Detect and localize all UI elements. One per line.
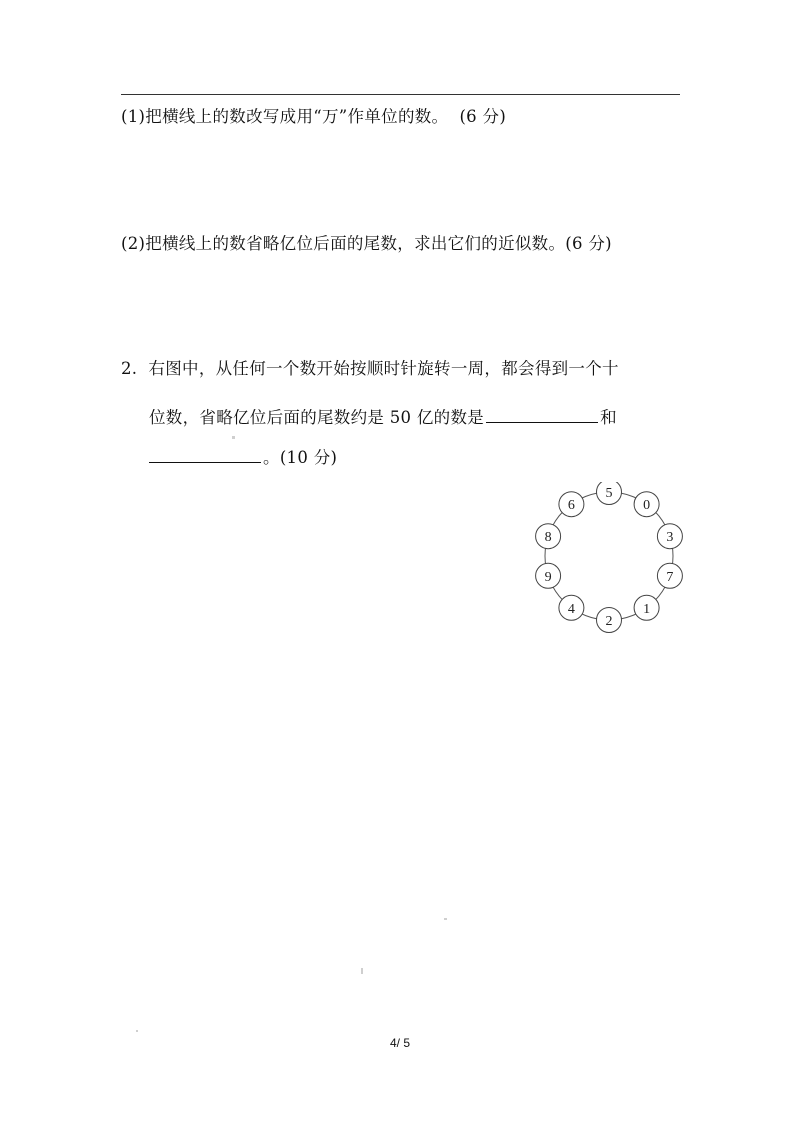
digit-label: 4 xyxy=(567,601,575,617)
digit-label: 7 xyxy=(666,569,674,585)
scan-speck xyxy=(361,968,363,974)
question-number: 2. xyxy=(121,359,138,378)
digit-node xyxy=(597,608,622,633)
answer-blank-2[interactable] xyxy=(149,444,261,463)
question-2-line-3 xyxy=(149,444,337,469)
digit-node xyxy=(657,524,682,549)
digit-node xyxy=(657,563,682,588)
question-score: (6 分) xyxy=(459,107,507,126)
digit-label: 1 xyxy=(643,601,651,617)
digit-label: 8 xyxy=(544,530,552,546)
question-text: (2)把横线上的数省略亿位后面的尾数，求出它们的近似数。 xyxy=(121,234,566,253)
question-text-end: 。 xyxy=(263,448,280,467)
question-text: 右图中，从任何一个数开始按顺时针旋转一周，都会得到一个十 xyxy=(148,359,619,378)
digit-label: 3 xyxy=(666,530,674,546)
question-text-connector: 和 xyxy=(600,408,617,427)
answer-blank-1[interactable] xyxy=(486,404,598,423)
scan-speck xyxy=(444,918,447,920)
question-1-part-2 xyxy=(121,233,612,255)
digit-node xyxy=(597,482,622,505)
digit-node xyxy=(559,492,584,517)
question-text: (1)把横线上的数改写成用“万”作单位的数。 xyxy=(121,107,449,126)
question-score: (6 分) xyxy=(565,234,612,253)
digit-node xyxy=(536,524,561,549)
question-score: (10 分) xyxy=(279,448,338,467)
question-1-part-1 xyxy=(121,106,506,128)
question-2-line-2 xyxy=(149,404,617,429)
header-rule xyxy=(121,94,680,95)
digit-label: 9 xyxy=(544,569,552,585)
digit-node xyxy=(559,595,584,620)
question-2-line-1 xyxy=(121,358,619,380)
digit-node xyxy=(634,492,659,517)
question-text: 位数，省略亿位后面的尾数约是 50 亿的数是 xyxy=(149,408,485,427)
digit-label: 5 xyxy=(605,486,613,501)
digit-label: 6 xyxy=(567,498,575,514)
scan-speck xyxy=(136,1030,138,1032)
scan-speck xyxy=(232,436,235,439)
page-number: 4/ 5 xyxy=(389,1036,410,1050)
digit-ring-diagram xyxy=(530,482,690,642)
digit-node xyxy=(536,563,561,588)
digit-label: 0 xyxy=(643,498,651,514)
digit-node xyxy=(634,595,659,620)
digit-label: 2 xyxy=(605,614,613,629)
